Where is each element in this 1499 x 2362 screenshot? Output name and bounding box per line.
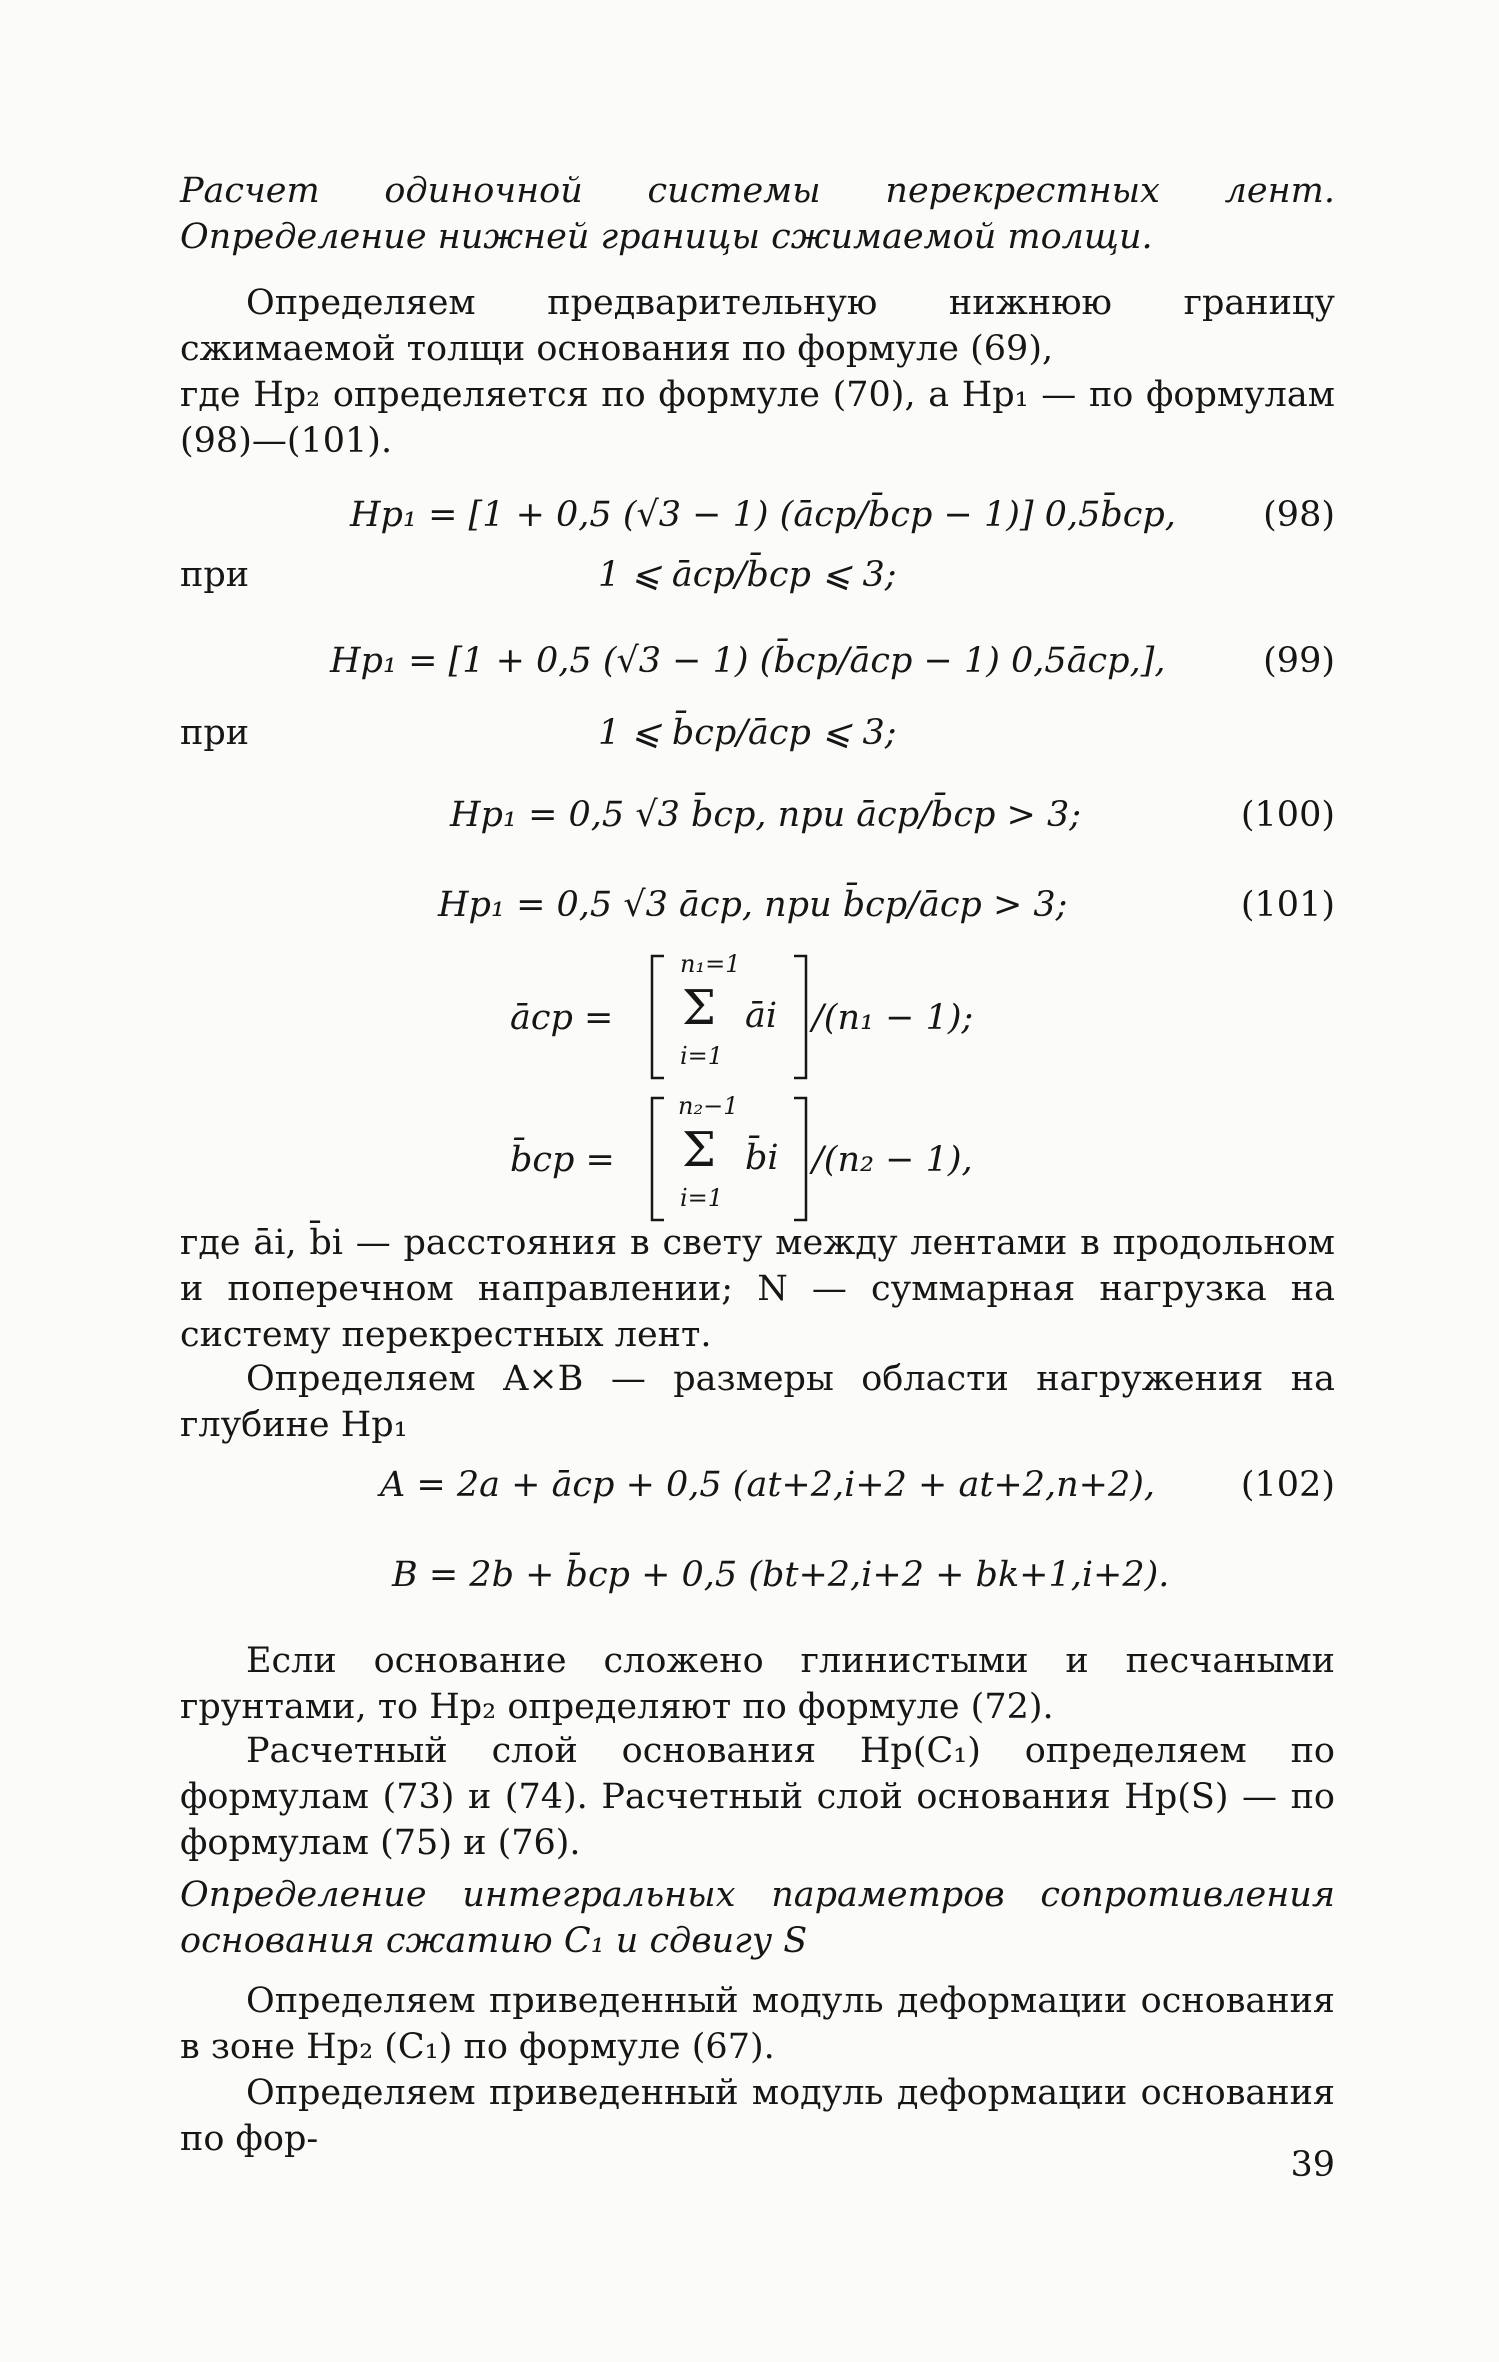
sum-lower-limit: i=1 (680, 1184, 724, 1212)
section-heading: Расчет одиночной системы перекрестных лент. Определение нижней границы сжимаемой толщи. (180, 171, 1335, 257)
formula-rhs: /(n₂ − 1), (812, 1140, 973, 1180)
equation-number: (100) (1240, 795, 1335, 835)
condition-99 (180, 710, 1335, 770)
sigma-symbol: Σ (682, 980, 716, 1036)
sum-formula-bcp (510, 1092, 1030, 1232)
condition-expression: 1 ⩽ b̄cp/ācp ⩽ 3; (598, 713, 897, 753)
sum-formula-acp (510, 950, 1010, 1090)
condition-label: при (180, 713, 250, 753)
paragraph: где āi, b̄i — расстояния в свету между лентами в продольном и поперечном направлении; N — суммарная нагрузка на систему перекрестных лент. (180, 1223, 1335, 1355)
formula: A = 2a + ācp + 0,5 (at+2,i+2 + at+2,n+2), (380, 1465, 1156, 1505)
equation-102 (180, 1462, 1335, 1522)
paragraph: где Hp₂ определяется по формуле (70), а Hp₁ — по формулам (98)—(101). (180, 375, 1335, 461)
formula: B = 2b + b̄cp + 0,5 (bt+2,i+2 + bk+1,i+2). (392, 1555, 1170, 1595)
sum-term: āi (745, 996, 778, 1036)
equation-100 (180, 792, 1335, 852)
formula-lhs: ācp = (510, 998, 614, 1038)
formula: Hp₁ = [1 + 0,5 (√3 − 1) (b̄cp/ācp − 1) 0,5ācp,], (330, 641, 1166, 681)
paragraph: Если основание сложено глинистыми и песчаными грунтами, то Hp₂ определяют по формуле (72). (180, 1641, 1335, 1727)
section-heading: Определение интегральных параметров сопротивления основания сжатию C₁ и сдвигу S (180, 1875, 1335, 1961)
equation-101 (180, 882, 1335, 942)
sum-upper-limit: n₁=1 (680, 950, 741, 978)
equation-b (180, 1552, 1335, 1612)
condition-expression: 1 ⩽ ācp/b̄cp ⩽ 3; (598, 555, 897, 595)
sum-term: b̄i (745, 1138, 779, 1178)
equation-99 (180, 638, 1335, 698)
paragraph: Определяем приведенный модуль деформации основания по фор- (180, 2073, 1335, 2159)
page-number: 39 (1290, 2145, 1335, 2185)
paragraph: Расчетный слой основания Hp(C₁) определяем по формулам (73) и (74). Расчетный слой основания Hp(S) — по формулам (75) и (76). (180, 1731, 1335, 1863)
condition-label: при (180, 555, 250, 595)
formula: Hp₁ = 0,5 √3 ācp, при b̄cp/ācp > 3; (438, 885, 1068, 925)
equation-number: (102) (1240, 1465, 1335, 1505)
condition-98 (180, 552, 1335, 612)
formula: Hp₁ = [1 + 0,5 (√3 − 1) (ācp/b̄cp − 1)] 0,5b̄cp, (350, 495, 1176, 535)
equation-number: (99) (1263, 641, 1335, 681)
paragraph: Определяем A×B — размеры области нагружения на глубине Hp₁ (180, 1359, 1335, 1445)
sigma-symbol: Σ (682, 1122, 716, 1178)
paragraph: Определяем предварительную нижнюю границу сжимаемой толщи основания по формуле (69), (180, 283, 1335, 369)
sum-upper-limit: n₂−1 (678, 1092, 739, 1120)
equation-number: (98) (1263, 495, 1335, 535)
formula: Hp₁ = 0,5 √3 b̄cp, при ācp/b̄cp > 3; (450, 795, 1082, 835)
formula-rhs: /(n₁ − 1); (812, 998, 974, 1038)
formula-lhs: b̄cp = (510, 1140, 615, 1180)
equation-98 (180, 492, 1335, 552)
paragraph: Определяем приведенный модуль деформации основания в зоне Hp₂ (C₁) по формуле (67). (180, 1981, 1335, 2067)
equation-number: (101) (1240, 885, 1335, 925)
sum-lower-limit: i=1 (680, 1042, 724, 1070)
